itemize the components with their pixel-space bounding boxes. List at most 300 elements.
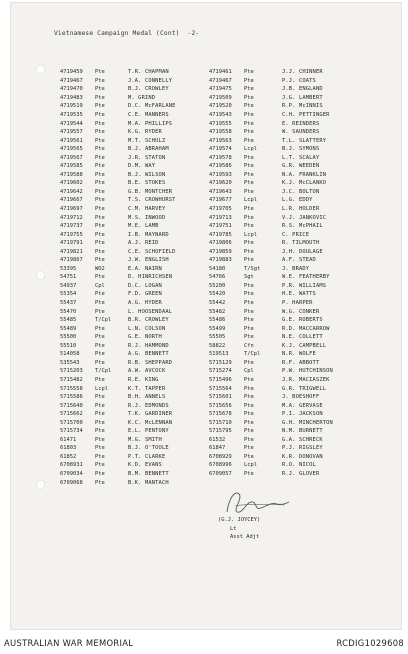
punch-hole xyxy=(36,271,45,280)
service-number: 5715734 xyxy=(60,428,83,435)
rank: Pte xyxy=(95,77,105,84)
member-name: B.J. CROWLEY xyxy=(128,86,169,93)
roll-entry xyxy=(60,324,212,333)
rank: Pte xyxy=(95,94,105,101)
rank: Pte xyxy=(244,394,254,401)
rank: T/Cpl xyxy=(95,317,112,324)
member-name: R.P. McINNIS xyxy=(282,103,323,110)
roll-entry xyxy=(209,359,366,368)
service-number: 4719565 xyxy=(60,146,83,153)
rank: Pte xyxy=(95,402,105,409)
roll-entry xyxy=(209,188,366,197)
service-number: 4719574 xyxy=(209,146,232,153)
rank: Pte xyxy=(244,359,254,366)
service-number: 54751 xyxy=(60,274,77,281)
service-number: 4719555 xyxy=(209,120,232,127)
member-name: R.J. HAMMOND xyxy=(128,342,169,349)
rank: Pte xyxy=(244,188,254,195)
member-name: B.M. BENNETT xyxy=(128,470,169,477)
member-name: P.I. JACKSON xyxy=(282,411,323,418)
member-name: I.B. MAYNARD xyxy=(128,231,169,238)
service-number: 4719620 xyxy=(209,180,232,187)
member-name: N.R. WOLFE xyxy=(282,351,316,358)
rank: Pte xyxy=(244,223,254,230)
member-name: J. BRADY xyxy=(282,265,310,272)
service-number: 4719467 xyxy=(60,77,83,84)
rank: Pte xyxy=(95,137,105,144)
rank: Pte xyxy=(244,77,254,84)
service-number: 4719588 xyxy=(60,171,83,178)
footer-record-id: RCDIG1029608 xyxy=(336,638,404,648)
service-number: 55200 xyxy=(209,282,226,289)
rank: Pte xyxy=(95,154,105,161)
rank: Pte xyxy=(95,300,105,307)
service-number: 55420 xyxy=(209,291,226,298)
rank: Pte xyxy=(95,376,105,383)
service-number: 4719567 xyxy=(60,154,83,161)
roll-entry xyxy=(209,68,366,77)
roll-entry xyxy=(60,444,212,453)
service-number: 535543 xyxy=(60,359,80,366)
member-name: D.C. McFARLANE xyxy=(128,103,176,110)
service-number: 5715700 xyxy=(60,419,83,426)
service-number: 514058 xyxy=(60,351,80,358)
service-number: 55500 xyxy=(60,334,77,341)
rank: Pte xyxy=(95,248,105,255)
service-number: 4719459 xyxy=(60,69,83,76)
service-number: 61471 xyxy=(60,436,77,443)
rank: Pte xyxy=(95,453,105,460)
member-name: W.E. FEATHERBY xyxy=(282,274,330,281)
document-title xyxy=(54,30,199,37)
member-name: E. REINDERS xyxy=(282,120,320,127)
rank: Pte xyxy=(244,171,254,178)
rank: Pte xyxy=(95,163,105,170)
rank: Pte xyxy=(244,69,254,76)
rank: Pte xyxy=(244,103,254,110)
roll-entry xyxy=(209,239,366,248)
member-name: M.G. SMITH xyxy=(128,436,162,443)
service-number: 4719467 xyxy=(209,77,232,84)
service-number: 4719821 xyxy=(60,248,83,255)
service-number: 4719461 xyxy=(209,69,232,76)
rank: Pte xyxy=(95,470,105,477)
rank: Pte xyxy=(95,231,105,238)
member-name: R.B. SHEPPARD xyxy=(128,359,173,366)
service-number: 58822 xyxy=(209,342,226,349)
roll-entry xyxy=(60,307,212,316)
rank: Pte xyxy=(95,112,105,118)
member-name: J. BOESHOFF xyxy=(282,394,320,401)
roll-entry xyxy=(209,316,366,325)
service-number: 5715564 xyxy=(209,385,232,392)
service-number: 55510 xyxy=(60,342,77,349)
roll-entry xyxy=(209,453,366,462)
service-number: 5715795 xyxy=(209,428,232,435)
service-number: 4719586 xyxy=(209,163,232,170)
service-number: 4719867 xyxy=(60,257,83,264)
signatory-name: (G.J. JOYCEY) xyxy=(218,517,261,523)
rank: Pte xyxy=(95,479,105,486)
roll-entry xyxy=(60,367,212,376)
member-name: G.H. MINCHERTON xyxy=(282,419,333,426)
member-name: M.S. INWOOD xyxy=(128,214,166,221)
service-number: 61532 xyxy=(209,436,226,443)
rank: Pte xyxy=(95,462,105,469)
service-number: 55442 xyxy=(209,300,226,307)
rank: Pte xyxy=(244,317,254,324)
member-name: B.J. WILSON xyxy=(128,171,166,178)
service-number: 519513 xyxy=(209,351,229,358)
roll-entry xyxy=(209,333,366,342)
service-number: 4719563 xyxy=(209,137,232,144)
roll-entry xyxy=(60,85,212,94)
member-name: A.G. HYDER xyxy=(128,300,162,307)
roll-entry xyxy=(209,290,366,299)
member-name: P.W. HUTCHINSON xyxy=(282,368,333,375)
rank: Pte xyxy=(244,257,254,264)
roll-entry xyxy=(209,102,366,111)
roll-entry xyxy=(209,222,366,231)
service-number: 55499 xyxy=(209,325,226,332)
roll-entry xyxy=(60,239,212,248)
service-number: 4719643 xyxy=(209,188,232,195)
member-name: B.J. SYMONS xyxy=(282,146,320,153)
rank: Pte xyxy=(95,240,105,247)
rank: Pte xyxy=(244,402,254,409)
roll-entry xyxy=(209,401,366,410)
member-name: T.L. SLATTERY xyxy=(282,137,327,144)
member-name: E.A. NAIRN xyxy=(128,265,162,272)
rank: Cpl xyxy=(95,282,105,289)
service-number: 55486 xyxy=(209,317,226,324)
member-name: P.J. COATS xyxy=(282,77,316,84)
right-roll-column xyxy=(209,68,366,478)
roll-entry xyxy=(60,299,212,308)
member-name: L.T. SCALAY xyxy=(282,154,320,161)
rank: Cpl xyxy=(244,368,254,375)
roll-entry xyxy=(60,94,212,103)
service-number: 4719544 xyxy=(60,120,83,127)
roll-entry xyxy=(209,350,366,359)
rank: Pte xyxy=(244,137,254,144)
service-number: 53395 xyxy=(60,265,77,272)
member-name: R.F. ABBOTT xyxy=(282,359,320,366)
rank: Pte xyxy=(244,163,254,170)
member-name: B.K. MANTACH xyxy=(128,479,169,486)
service-number: 4719543 xyxy=(209,112,232,118)
signature-block xyxy=(218,516,260,542)
member-name: J.A. CONNELLY xyxy=(128,77,173,84)
member-name: L.R. HOLDER xyxy=(282,206,320,213)
roll-entry xyxy=(60,401,212,410)
roll-entry xyxy=(209,256,366,265)
rank: Pte xyxy=(95,436,105,443)
service-number: 54766 xyxy=(209,274,226,281)
rank: Pte xyxy=(95,120,105,127)
service-number: 4719520 xyxy=(209,103,232,110)
roll-entry xyxy=(209,196,366,205)
left-roll-column xyxy=(60,68,212,487)
roll-entry xyxy=(209,136,366,145)
member-name: K.C. McLENNAN xyxy=(128,419,173,426)
member-name: L.N. COLSON xyxy=(128,325,166,332)
rank: T/Cpl xyxy=(95,368,112,375)
service-number: 6709068 xyxy=(60,479,83,486)
roll-entry xyxy=(60,222,212,231)
punch-hole xyxy=(36,480,45,489)
member-name: G.R. WEEDEN xyxy=(282,163,320,170)
rank: Lcpl xyxy=(244,197,257,204)
roll-entry xyxy=(60,179,212,188)
service-number: 4719883 xyxy=(209,257,232,264)
member-name: L.G. EDDY xyxy=(282,197,313,204)
punch-hole xyxy=(36,65,45,74)
roll-entry xyxy=(60,153,212,162)
roll-entry xyxy=(60,230,212,239)
member-name: D.C. LOGAN xyxy=(128,282,162,289)
roll-entry xyxy=(60,359,212,368)
rank: Pte xyxy=(95,129,105,136)
member-name: J.C. BOLTON xyxy=(282,188,320,195)
roll-entry xyxy=(209,247,366,256)
service-number: 4719593 xyxy=(209,171,232,178)
service-number: 55489 xyxy=(60,325,77,332)
member-name: C.E. SCHOFIELD xyxy=(128,248,176,255)
member-name: B.J. ABRAHAM xyxy=(128,146,169,153)
service-number: 4719578 xyxy=(209,154,232,161)
member-name: R.O. NICOL xyxy=(282,462,316,469)
member-name: K.G. RYDER xyxy=(128,129,162,136)
member-name: T.R. CHAPMAN xyxy=(128,69,169,76)
member-name: N.M. BURNETT xyxy=(282,428,323,435)
roll-entry xyxy=(60,188,212,197)
roll-entry xyxy=(60,68,212,77)
roll-entry xyxy=(60,342,212,351)
member-name: N.A. FRANKLIN xyxy=(282,171,327,178)
member-name: A.G. BENNETT xyxy=(128,351,169,358)
member-name: T.K. GARDINER xyxy=(128,411,173,418)
roll-entry xyxy=(60,290,212,299)
rank: Pte xyxy=(244,248,254,255)
roll-entry xyxy=(209,410,366,419)
roll-entry xyxy=(60,453,212,462)
member-name: B.R. CROWLEY xyxy=(128,317,169,324)
roll-entry xyxy=(209,230,366,239)
member-name: J.B. ENGLAND xyxy=(282,86,323,93)
rank: Pte xyxy=(244,445,254,452)
footer-source: AUSTRALIAN WAR MEMORIAL xyxy=(4,638,134,648)
roll-entry xyxy=(60,316,212,325)
service-number: 4719791 xyxy=(60,240,83,247)
roll-entry xyxy=(60,136,212,145)
member-name: J.R. STATON xyxy=(128,154,166,161)
service-number: 5715640 xyxy=(60,402,83,409)
rank: T/Cpl xyxy=(244,351,261,358)
roll-entry xyxy=(209,436,366,445)
service-number: 5715482 xyxy=(60,376,83,383)
member-name: R.E. KING xyxy=(128,376,159,383)
member-name: K.T. TAPPER xyxy=(128,385,166,392)
service-number: 6708929 xyxy=(209,453,232,460)
member-name: W. SAUNDERS xyxy=(282,129,320,136)
rank: Lcpl xyxy=(244,146,257,153)
roll-entry xyxy=(60,376,212,385)
roll-entry xyxy=(209,470,366,479)
roll-entry xyxy=(209,418,366,427)
roll-entry xyxy=(209,265,366,274)
roll-entry xyxy=(209,307,366,316)
member-name: A.J. REID xyxy=(128,240,159,247)
rank: Pte xyxy=(95,445,105,452)
service-number: 55470 xyxy=(60,308,77,315)
member-name: M. GRIND xyxy=(128,94,156,101)
roll-entry xyxy=(60,77,212,86)
roll-entry xyxy=(60,461,212,470)
roll-entry xyxy=(60,282,212,291)
service-number: 4719751 xyxy=(209,223,232,230)
service-number: 4719677 xyxy=(209,197,232,204)
member-name: A.W. AVCOCK xyxy=(128,368,166,375)
service-number: 61847 xyxy=(209,445,226,452)
roll-entry xyxy=(60,427,212,436)
service-number: 4719475 xyxy=(209,86,232,93)
service-number: 5715586 xyxy=(60,394,83,401)
rank: Pte xyxy=(95,428,105,435)
rank: Pte xyxy=(95,69,105,76)
member-name: P.J. RIGSLEY xyxy=(282,445,323,452)
roll-entry xyxy=(60,256,212,265)
member-name: R.J. GLOVER xyxy=(282,470,320,477)
rank: Cfn xyxy=(244,342,254,349)
member-name: C.E. MANNERS xyxy=(128,112,169,118)
rank: Pte xyxy=(95,103,105,110)
roll-entry xyxy=(209,376,366,385)
roll-entry xyxy=(209,282,366,291)
rank: Pte xyxy=(244,86,254,93)
service-number: 61803 xyxy=(60,445,77,452)
service-number: 4719535 xyxy=(60,112,83,118)
member-name: A.F. STEAD xyxy=(282,257,316,264)
member-name: J.G. LAMBERT xyxy=(282,94,323,101)
service-number: 5715601 xyxy=(209,394,232,401)
roll-entry xyxy=(209,171,366,180)
rank: Pte xyxy=(95,223,105,230)
member-name: J.H. DOULAGE xyxy=(282,248,323,255)
service-number: 4719737 xyxy=(60,223,83,230)
member-name: M.E. LAMB xyxy=(128,223,159,230)
rank: T/Sgt xyxy=(244,265,261,272)
rank: Pte xyxy=(244,453,254,460)
roll-entry xyxy=(209,153,366,162)
member-name: P. HARPER xyxy=(282,300,313,307)
rank: Pte xyxy=(95,308,105,315)
service-number: 55437 xyxy=(60,300,77,307)
signatory-rank: Lt xyxy=(230,525,237,532)
rank: Pte xyxy=(244,385,254,392)
roll-entry xyxy=(60,333,212,342)
service-number: 6708931 xyxy=(60,462,83,469)
service-number: 4719585 xyxy=(60,163,83,170)
member-name: G.E. ROBERTS xyxy=(282,317,323,324)
footer-bar xyxy=(0,630,408,654)
rank: Pte xyxy=(244,428,254,435)
rank: Pte xyxy=(244,308,254,315)
member-name: J.J. CHINNER xyxy=(282,69,323,76)
rank: Sgt xyxy=(244,274,254,281)
rank: Pte xyxy=(95,146,105,153)
service-number: 4719602 xyxy=(60,180,83,187)
member-name: K.J. CAMPBELL xyxy=(282,342,327,349)
roll-entry xyxy=(60,128,212,137)
service-number: 4719558 xyxy=(209,129,232,136)
member-name: P.T. CLARKE xyxy=(128,453,166,460)
service-number: 4719557 xyxy=(60,129,83,136)
rank: Pte xyxy=(95,257,105,264)
member-name: R.D. MACCARROW xyxy=(282,325,330,332)
rank: Pte xyxy=(244,214,254,221)
rank: Pte xyxy=(95,419,105,426)
roll-entry xyxy=(209,427,366,436)
service-number: 61852 xyxy=(60,453,77,460)
roll-entry xyxy=(209,119,366,128)
rank: Pte xyxy=(244,325,254,332)
member-name: M.A. GERVASE xyxy=(282,402,323,409)
rank: Pte xyxy=(244,112,254,118)
signatory-appointment: Asst Adjt xyxy=(230,534,260,540)
roll-entry xyxy=(60,384,212,393)
rank: Pte xyxy=(244,411,254,418)
roll-entry xyxy=(60,470,212,479)
member-name: R. TILMOUTH xyxy=(282,240,320,247)
rank: Pte xyxy=(244,120,254,127)
rank: Pte xyxy=(95,206,105,213)
service-number: 55354 xyxy=(60,291,77,298)
service-number: 4719785 xyxy=(209,231,232,238)
rank: Pte xyxy=(244,206,254,213)
rank: Pte xyxy=(95,197,105,204)
roll-entry xyxy=(60,410,212,419)
member-name: D. HINRICHSEN xyxy=(128,274,173,281)
member-name: R.J. EDMONDS xyxy=(128,402,169,409)
rank: Pte xyxy=(95,188,105,195)
rank: Pte xyxy=(244,334,254,341)
roll-entry xyxy=(209,205,366,214)
member-name: G.R. TRIGWELL xyxy=(282,385,327,392)
rank: Pte xyxy=(244,300,254,307)
service-number: 5715656 xyxy=(209,402,232,409)
service-number: 6708996 xyxy=(209,462,232,469)
rank: Pte xyxy=(95,291,105,298)
rank: Pte xyxy=(244,376,254,383)
member-name: K.D. EVANS xyxy=(128,462,162,469)
member-name: T.S. CROWHURST xyxy=(128,197,176,204)
member-name: K.R. DONOVAN xyxy=(282,453,323,460)
member-name: C.H. PETTINGER xyxy=(282,112,330,118)
member-name: L. HOOSENDAAL xyxy=(128,308,173,315)
service-number: 4719755 xyxy=(60,231,83,238)
service-number: 6709057 xyxy=(209,470,232,477)
rank: Pte xyxy=(244,180,254,187)
service-number: 4719705 xyxy=(209,206,232,213)
service-number: 55482 xyxy=(209,308,226,315)
roll-entry xyxy=(209,393,366,402)
roll-entry xyxy=(60,171,212,180)
member-name: E.L. PENTONY xyxy=(128,428,169,435)
roll-entry xyxy=(209,111,366,120)
roll-entry xyxy=(60,145,212,154)
service-number: 55485 xyxy=(60,317,77,324)
